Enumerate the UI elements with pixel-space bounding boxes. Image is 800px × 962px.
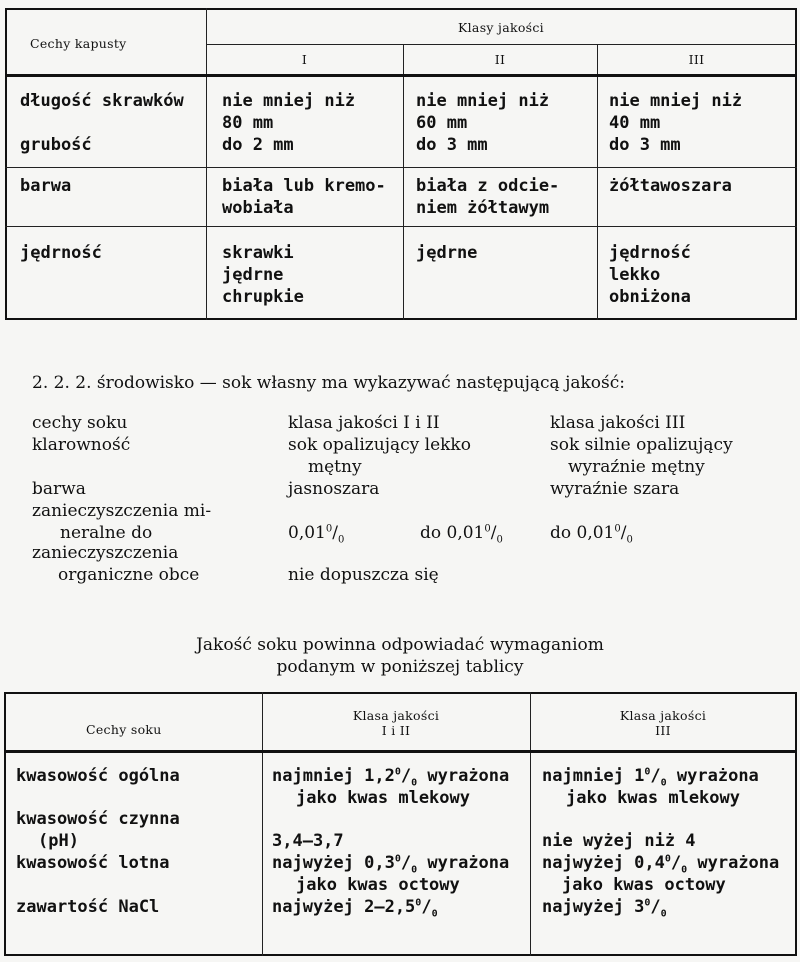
table-1-row-label: długość skrawków grubość — [20, 91, 184, 155]
table-2-cell: 3,4—3,7 — [272, 831, 344, 851]
table-1-class-header: I — [301, 52, 308, 67]
table-1-row-label: jędrność — [20, 243, 102, 263]
table-2-row-label: kwasowość czynna (pH) — [16, 809, 180, 851]
table-1-class-header: II — [494, 52, 506, 67]
feature-value: sok opalizujący lekko mętny — [288, 435, 471, 477]
col-header: klasa jakości I i II — [288, 413, 440, 433]
table-2-cell: jako kwas octowy — [296, 875, 460, 895]
table-1-row-divider — [5, 167, 797, 168]
table-1-classes-title: Klasy jakości — [458, 20, 544, 35]
table-2-cell: najwyżej $0,4^0/_0$ wyrażona — [542, 853, 780, 876]
feature-value: sok silnie opalizujący wyraźnie mętny — [550, 435, 733, 477]
table-1-cell: nie mniej niż 40 mm do 3 mm — [609, 91, 743, 155]
feature-label: barwa — [32, 479, 86, 499]
feature-value: $0,01^0/_0$ — [288, 523, 345, 546]
feature-label: zanieczyszczenia mi- neralne do — [32, 501, 212, 543]
feature-value: do $0,01^0/_0$ — [420, 523, 503, 546]
table-2-feature-header: Cechy soku — [86, 722, 162, 737]
table-1-col-divider — [597, 44, 598, 320]
table-1-header-divider — [206, 44, 796, 45]
table-1-cell: biała lub kremo- wobiała — [222, 176, 386, 218]
table-1-cell: jędrność lekko obniżona — [609, 243, 691, 307]
table-2-header-bottom — [4, 750, 797, 753]
table-1-cell: żółtawoszara — [609, 176, 732, 196]
feature-label: klarowność — [32, 435, 131, 455]
table-1-col-divider — [403, 44, 404, 320]
table-2-class-header: Klasa jakości I i II — [352, 708, 440, 738]
table-2-row-label: zawartość NaCl — [16, 897, 160, 917]
table-2-cell: najmniej $1,2^0/_0$ wyrażona — [272, 766, 510, 789]
table-2-row-label: kwasowość lotna — [16, 853, 170, 873]
table-2-cell: jako kwas mlekowy — [296, 788, 470, 808]
table-2-cell: najwyżej $3^0/_0$ — [542, 897, 667, 920]
feature-value: jasnoszara — [288, 479, 380, 499]
section-intro: 2. 2. 2. środowisko — sok własny ma wykazywać następującą jakość: — [32, 373, 626, 393]
col-header: cechy soku — [32, 413, 128, 433]
table-2-class-header: Klasa jakości III — [619, 708, 707, 738]
table-1-row-divider — [5, 226, 797, 227]
table-1-cell: nie mniej niż 60 mm do 3 mm — [416, 91, 550, 155]
feature-value: do $0,01^0/_0$ — [550, 523, 633, 546]
table-2-row-label: kwasowość ogólna — [16, 766, 180, 786]
table-1-cell: skrawki jędrne chrupkie — [222, 243, 304, 307]
table-2-caption: Jakość soku powinna odpowiadać wymaganiom podanym w poniższej tablicy — [196, 635, 604, 677]
table-2-cell: nie wyżej niż 4 — [542, 831, 696, 851]
table-2-cell: jako kwas octowy — [562, 875, 726, 895]
table-1-cell: jędrne — [416, 243, 478, 263]
feature-value: nie dopuszcza się — [288, 565, 439, 585]
table-2-cell: najmniej $1^0/_0$ wyrażona — [542, 766, 759, 789]
table-1-feature-header: Cechy kapusty — [30, 36, 127, 51]
table-1-header-bottom — [5, 74, 797, 77]
table-2-cell: najwyżej $0,3^0/_0$ wyrażona — [272, 853, 510, 876]
table-1-cell: biała z odcie- niem żółtawym — [416, 176, 560, 218]
feature-label: zanieczyszczenia organiczne obce — [32, 543, 200, 585]
table-1-row-label: barwa — [20, 176, 72, 196]
table-1-cell: nie mniej niż 80 mm do 2 mm — [222, 91, 356, 155]
feature-value: wyraźnie szara — [550, 479, 680, 499]
table-2-cell: jako kwas mlekowy — [566, 788, 740, 808]
table-2-cell: najwyżej $2—2,5^0/_0$ — [272, 897, 438, 920]
col-header: klasa jakości III — [550, 413, 686, 433]
table-1-class-header: III — [688, 52, 705, 67]
